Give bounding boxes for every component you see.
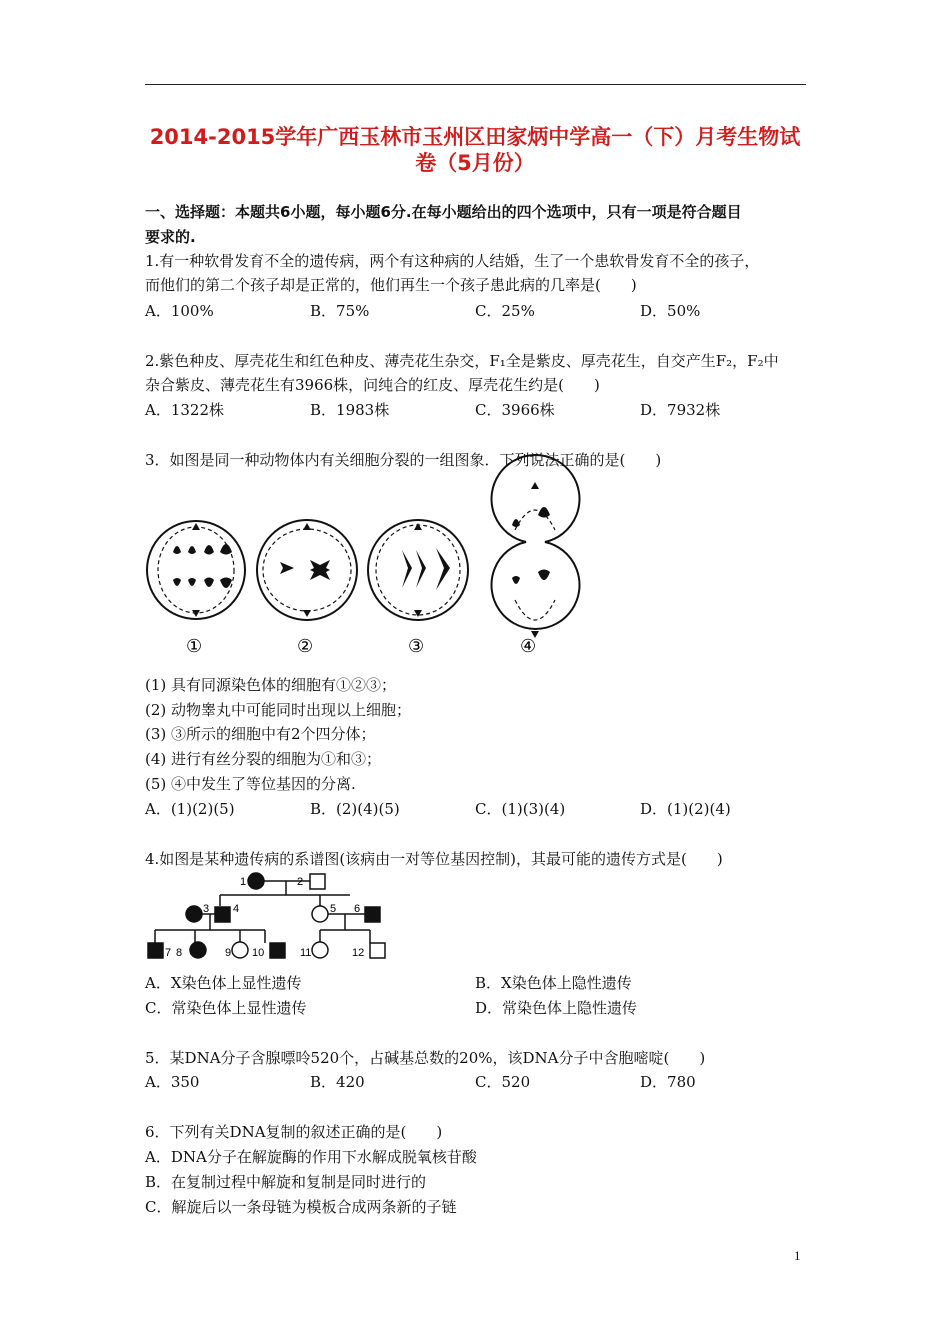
cell-division-figure	[140, 470, 580, 660]
page-number: 1	[794, 1248, 801, 1263]
q4-stem: 4.如图是某种遗传病的系谱图(该病由一对等位基因控制)，其最可能的遗传方式是( )	[145, 850, 723, 868]
q3-stem: 3．如图是同一种动物体内有关细胞分裂的一组图象．下列说法正确的是( )	[145, 451, 662, 469]
q6-stem: 6．下列有关DNA复制的叙述正确的是( )	[145, 1123, 443, 1141]
q1-option-c: C．25%	[475, 302, 535, 320]
q3-statement-1: (1) 具有同源染色体的细胞有①②③；	[145, 676, 397, 694]
q5-stem: 5．某DNA分子含腺嘌呤520个，占碱基总数的20%，该DNA分子中含胞嘧啶( )	[145, 1049, 706, 1067]
pedigree-label-11: 11	[300, 947, 312, 959]
q5-option-b: B．420	[310, 1073, 365, 1091]
pedigree-label-7: 7	[165, 947, 172, 959]
section-heading-line1: 一、选择题：本题共6小题，每小题6分.在每小题给出的四个选项中，只有一项是符合题目	[145, 203, 742, 221]
q3-statement-4: (4) 进行有丝分裂的细胞为①和③；	[145, 750, 382, 768]
q1-option-b: B．75%	[310, 302, 370, 320]
q3-statement-2: (2) 动物睾丸中可能同时出现以上细胞；	[145, 701, 412, 719]
pedigree-chart	[140, 868, 400, 968]
q6-option-a: A．DNA分子在解旋酶的作用下水解成脱氧核苷酸	[145, 1148, 477, 1166]
q2-option-c: C．3966株	[475, 401, 555, 419]
pedigree-label-5: 5	[330, 903, 337, 915]
q3-statement-3: (3) ③所示的细胞中有2个四分体；	[145, 725, 376, 743]
figure-label-2: ②	[297, 636, 314, 657]
figure-label-3: ③	[408, 636, 425, 657]
q4-option-d: D．常染色体上隐性遗传	[475, 999, 638, 1017]
pedigree-label-3: 3	[203, 903, 210, 915]
q5-option-c: C．520	[475, 1073, 531, 1091]
q2-stem-line2: 杂合紫皮、薄壳花生有3966株，问纯合的红皮、厚壳花生约是( )	[145, 376, 600, 394]
q1-stem-line1: 1.有一种软骨发育不全的遗传病，两个有这种病的人结婚，生了一个患软骨发育不全的孩子，	[145, 252, 760, 270]
q3-option-c: C．(1)(3)(4)	[475, 800, 566, 818]
q2-option-d: D．7932株	[640, 401, 721, 419]
q3-option-d: D．(1)(2)(4)	[640, 800, 731, 818]
q4-option-a: A．X染色体上显性遗传	[145, 974, 302, 992]
figure-label-4: ④	[520, 636, 537, 657]
pedigree-label-1: 1	[240, 876, 247, 888]
pedigree-label-12: 12	[352, 947, 365, 959]
q2-stem-line1: 2.紫色种皮、厚壳花生和红色种皮、薄壳花生杂交，F₁全是紫皮、厚壳花生，自交产生F₂，F₂中	[145, 352, 779, 370]
q3-option-a: A．(1)(2)(5)	[145, 800, 235, 818]
q1-option-a: A．100%	[145, 302, 214, 320]
pedigree-label-8: 8	[176, 947, 183, 959]
pedigree-label-10: 10	[252, 947, 265, 959]
q3-statement-5: (5) ④中发生了等位基因的分离.	[145, 775, 356, 793]
q4-option-c: C．常染色体上显性遗传	[145, 999, 307, 1017]
page-title-line2: 卷（5月份）	[415, 151, 535, 175]
q6-option-c: C．解旋后以一条母链为模板合成两条新的子链	[145, 1198, 457, 1216]
q5-option-a: A．350	[145, 1073, 200, 1091]
q3-option-b: B．(2)(4)(5)	[310, 800, 400, 818]
q2-option-b: B．1983株	[310, 401, 390, 419]
q1-option-d: D．50%	[640, 302, 701, 320]
pedigree-label-4: 4	[233, 903, 240, 915]
figure-label-1: ①	[186, 636, 203, 657]
page-title-line1: 2014-2015学年广西玉林市玉州区田家炳中学高一（下）月考生物试	[149, 125, 801, 149]
q1-stem-line2: 而他们的第二个孩子却是正常的，他们再生一个孩子患此病的几率是( )	[145, 276, 637, 294]
pedigree-label-6: 6	[354, 903, 361, 915]
q2-option-a: A．1322株	[145, 401, 225, 419]
q6-option-b: B．在复制过程中解旋和复制是同时进行的	[145, 1173, 427, 1191]
pedigree-label-9: 9	[225, 947, 232, 959]
header-rule	[145, 84, 806, 85]
section-heading-line2: 要求的.	[145, 228, 196, 246]
q5-option-d: D．780	[640, 1073, 696, 1091]
q4-option-b: B．X染色体上隐性遗传	[475, 974, 632, 992]
pedigree-label-2: 2	[297, 876, 304, 888]
